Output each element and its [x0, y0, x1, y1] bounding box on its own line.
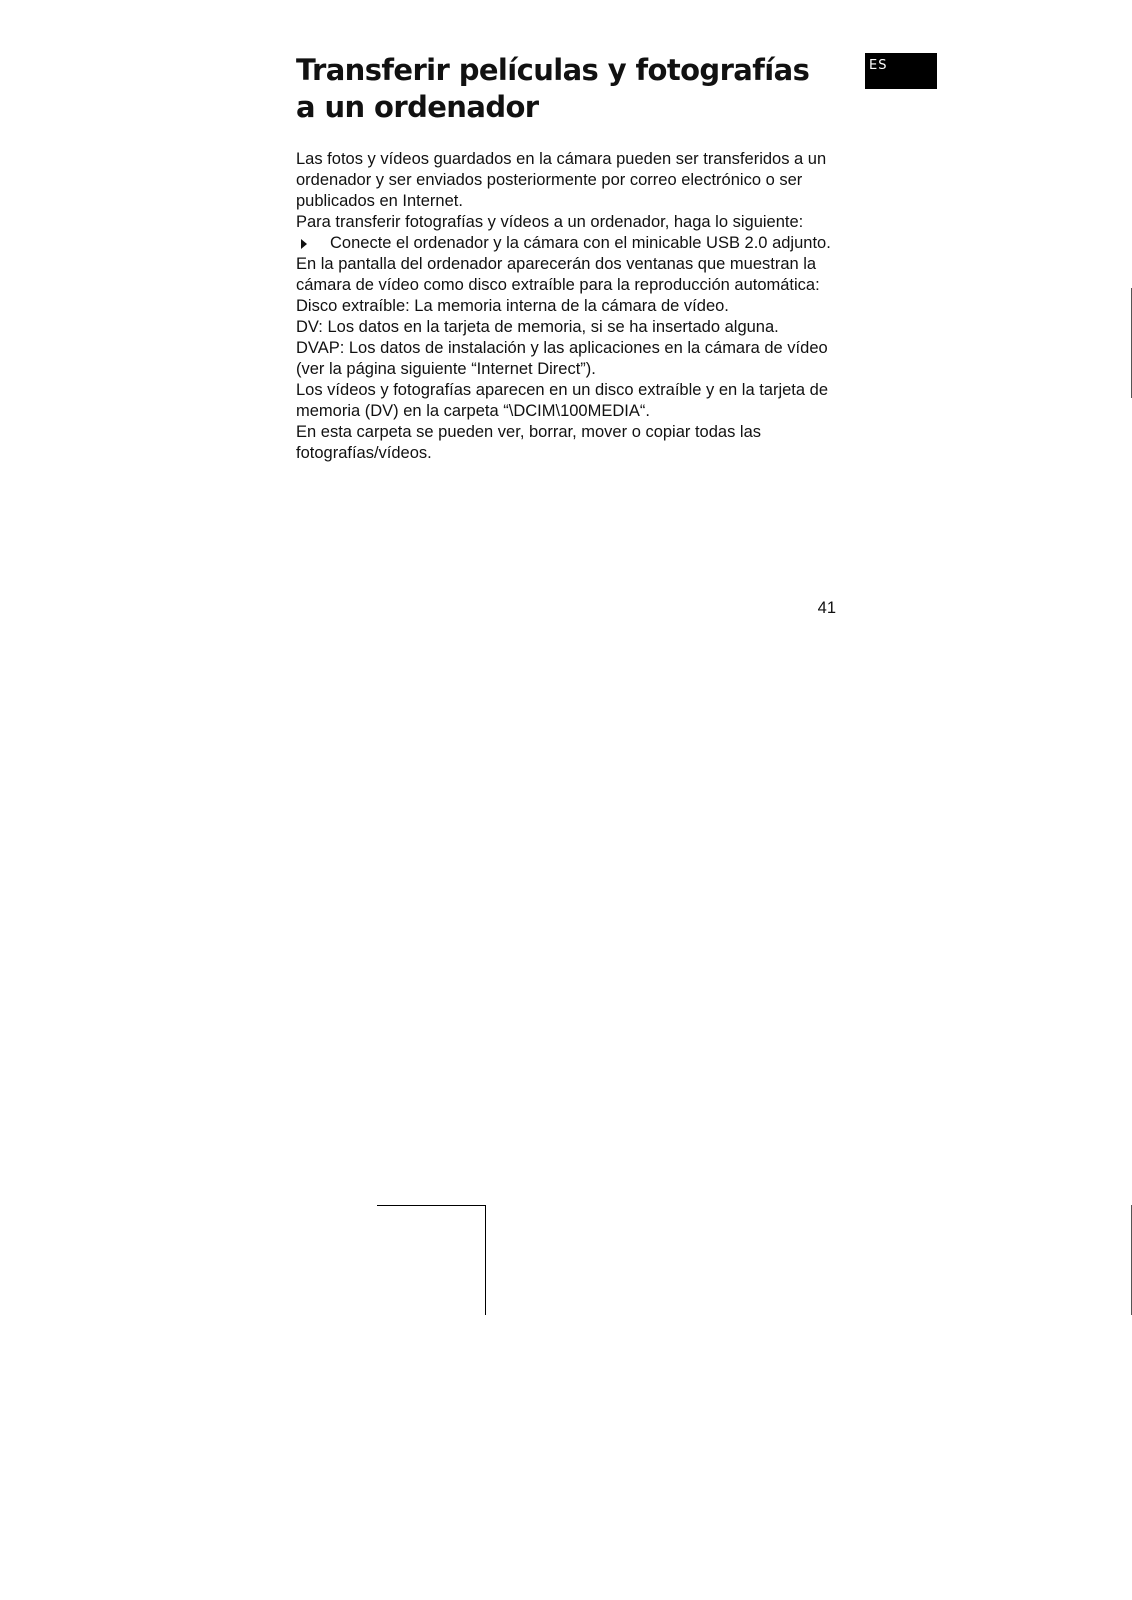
bullet-item: [296, 233, 841, 254]
intro-paragraph: Las fotos y vídeos guardados en la cámara pueden ser transferidos a un ordenador y ser enviados posteriormente por correo electrónico o ser publicados en Internet.: [296, 150, 827, 210]
bullet-text: Conecte el ordenador y la cámara con el minicable USB 2.0 adjunto.: [330, 234, 831, 252]
language-badge: ES: [865, 53, 937, 89]
crop-mark-vertical: [485, 1205, 486, 1315]
folder-location-paragraph: Los vídeos y fotografías aparecen en un disco extraíble y en la tarjeta de memoria (DV) en la carpeta “\DCIM\100MEDIA“.: [296, 381, 828, 420]
disk-dv-line: DV: Los datos en la tarjeta de memoria, si se ha insertado alguna.: [296, 318, 779, 336]
triangle-bullet-icon: [301, 239, 307, 249]
disk-internal-line: Disco extraíble: La memoria interna de la cámara de vídeo.: [296, 297, 729, 315]
page-title: Transferir películas y fotografías a un ordenador: [296, 53, 810, 124]
page-number: 41: [817, 599, 836, 617]
crop-mark-horizontal: [377, 1205, 486, 1206]
disk-dvap-line: DVAP: Los datos de instalación y las aplicaciones en la cámara de vídeo (ver la página siguiente “Internet Direct”).: [296, 339, 828, 378]
body-text: [296, 149, 841, 464]
windows-info-paragraph: En la pantalla del ordenador aparecerán dos ventanas que muestran la cámara de vídeo como disco extraíble para la reproducción automática:: [296, 255, 820, 294]
instruction-paragraph: Para transferir fotografías y vídeos a un ordenador, haga lo siguiente:: [296, 213, 804, 231]
folder-actions-paragraph: En esta carpeta se pueden ver, borrar, mover o copiar todas las fotografías/vídeos.: [296, 423, 762, 462]
